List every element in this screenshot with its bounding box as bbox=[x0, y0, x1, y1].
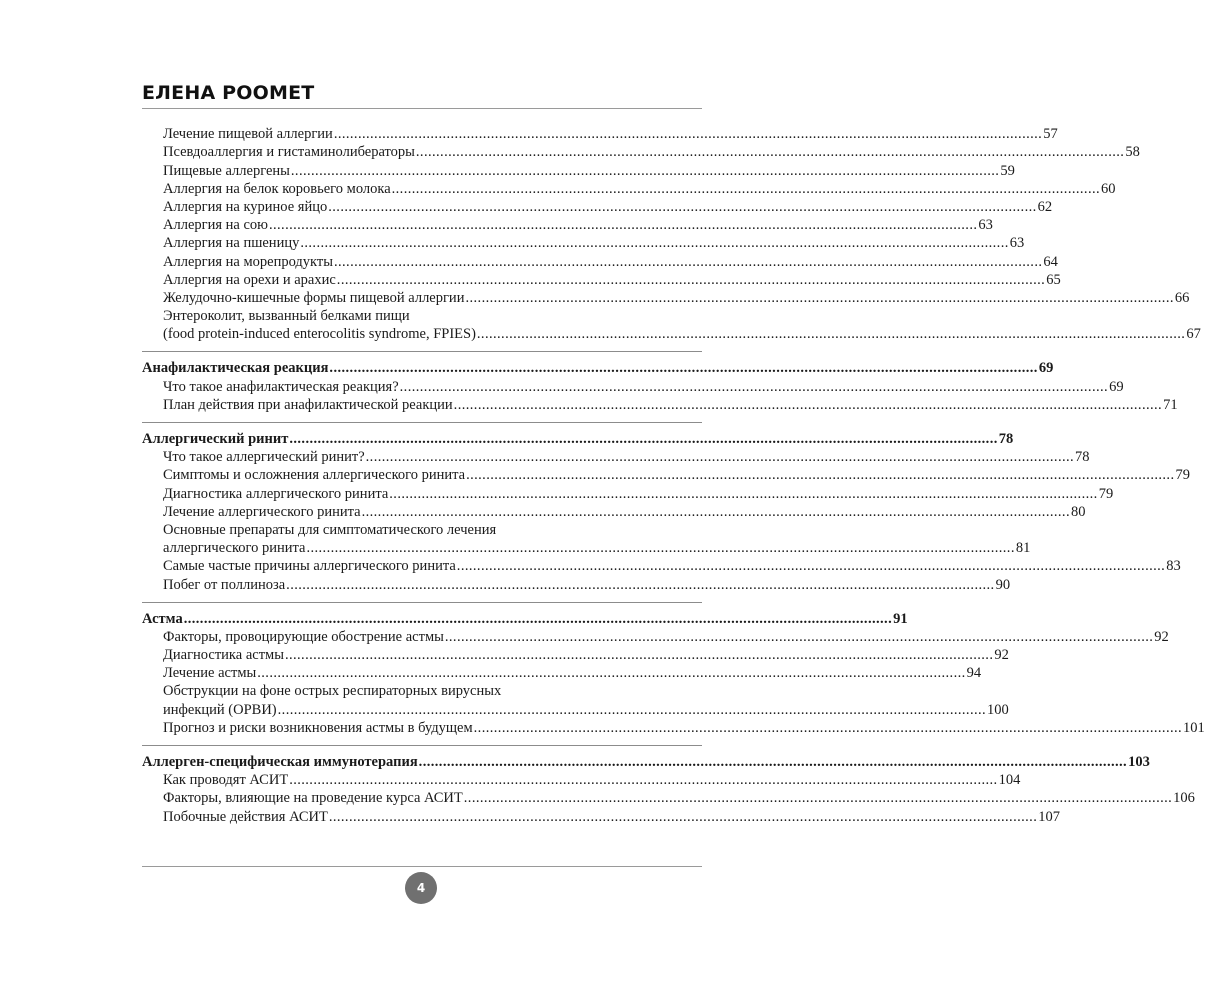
toc-entry-page: 66 bbox=[1174, 289, 1190, 306]
dot-leader bbox=[306, 539, 1014, 557]
toc-section-entry[interactable] bbox=[142, 448, 1090, 466]
toc-section-entry[interactable] bbox=[142, 307, 702, 325]
toc-section-entry[interactable] bbox=[142, 789, 1195, 807]
toc-entry-title: Диагностика астмы bbox=[163, 647, 284, 664]
dot-leader bbox=[366, 448, 1074, 466]
dot-leader bbox=[454, 396, 1162, 414]
dot-leader bbox=[389, 485, 1097, 503]
dot-leader bbox=[477, 325, 1185, 343]
toc-entry-title: Аллергия на белок коровьего молока bbox=[163, 180, 391, 197]
toc-entry-page: 65 bbox=[1046, 271, 1061, 288]
toc-section-entry[interactable] bbox=[142, 216, 993, 234]
toc-entry-page: 63 bbox=[1009, 235, 1025, 252]
toc-section-entry[interactable] bbox=[142, 646, 1009, 664]
toc-entry-title: План действия при анафилактической реакции bbox=[163, 396, 453, 413]
toc-chapter-entry[interactable] bbox=[142, 430, 1014, 448]
toc-section-entry[interactable] bbox=[142, 628, 1169, 646]
toc-section-entry[interactable] bbox=[142, 396, 1178, 414]
dot-leader bbox=[400, 378, 1108, 396]
dot-leader bbox=[334, 253, 1042, 271]
toc-entry-title: Аллергия на пшеницу bbox=[163, 235, 300, 252]
dot-leader bbox=[300, 234, 1008, 252]
toc-entry-title: Как проводят АСИТ bbox=[163, 772, 289, 789]
toc-entry-page: 78 bbox=[998, 431, 1014, 447]
toc-entry-page: 79 bbox=[1175, 467, 1190, 484]
toc-section-entry[interactable] bbox=[142, 664, 982, 682]
dot-leader bbox=[445, 628, 1153, 646]
toc-entry-page: 104 bbox=[998, 772, 1021, 789]
toc-entry-page: 92 bbox=[1154, 628, 1169, 645]
toc-entry-title: Аллерген-специфическая иммунотерапия bbox=[142, 754, 418, 770]
dot-leader bbox=[464, 789, 1172, 807]
toc-entry-title: Анафилактическая реакция bbox=[142, 360, 329, 377]
toc-section-entry[interactable] bbox=[142, 377, 1124, 395]
toc-section-entry[interactable] bbox=[142, 557, 1181, 575]
toc-entry-title: Побег от поллиноза bbox=[163, 576, 286, 593]
toc-entry-page: 78 bbox=[1075, 449, 1090, 466]
dot-leader bbox=[329, 808, 1037, 826]
toc-section-entry[interactable] bbox=[142, 125, 1058, 143]
toc-entry-page: 90 bbox=[995, 576, 1011, 593]
dot-leader bbox=[257, 664, 965, 682]
toc-section-entry[interactable] bbox=[142, 325, 1201, 343]
toc-chapter-entry[interactable] bbox=[142, 610, 908, 628]
toc-section-entry[interactable] bbox=[142, 575, 1011, 593]
dot-leader bbox=[285, 646, 993, 664]
toc-entry-title: (food protein-induced enterocolitis syndrome, FPIES) bbox=[163, 326, 476, 343]
toc-entry-page: 103 bbox=[1128, 754, 1150, 770]
dot-leader bbox=[337, 271, 1045, 289]
running-header-author: ЕЛЕНА РООМЕТ bbox=[142, 82, 315, 104]
toc-section-entry[interactable] bbox=[142, 198, 1053, 216]
toc-entry-page: 69 bbox=[1109, 378, 1124, 395]
toc-entry-title: Лечение аллергического ринита bbox=[163, 503, 361, 520]
dot-leader bbox=[278, 701, 986, 719]
toc-entry-title: Энтероколит, вызванный белками пищи bbox=[163, 308, 410, 325]
toc-entry-page: 83 bbox=[1166, 558, 1181, 575]
section-divider bbox=[142, 737, 702, 746]
toc-entry-title: Побочные действия АСИТ bbox=[163, 808, 328, 825]
toc-entry-page: 64 bbox=[1043, 253, 1058, 270]
dot-leader bbox=[291, 162, 999, 180]
dot-leader bbox=[328, 198, 1036, 216]
toc-entry-title: Что такое анафилактическая реакция? bbox=[163, 378, 399, 395]
toc-section-entry[interactable] bbox=[142, 289, 1190, 307]
dot-leader bbox=[392, 180, 1100, 198]
toc-section-entry[interactable] bbox=[142, 719, 1205, 737]
section-divider bbox=[142, 594, 702, 603]
dot-leader bbox=[286, 576, 994, 594]
toc-entry-title: Диагностика аллергического ринита bbox=[163, 485, 389, 502]
dot-leader bbox=[416, 143, 1124, 161]
toc-entry-title: Факторы, провоцирующие обострение астмы bbox=[163, 628, 444, 645]
toc-entry-page: 60 bbox=[1101, 180, 1116, 197]
dot-leader bbox=[334, 125, 1042, 143]
toc-entry-title: Самые частые причины аллергического ринита bbox=[163, 558, 456, 575]
toc-entry-title: Аллергия на сою bbox=[163, 217, 268, 234]
toc-entry-title: Прогноз и риски возникновения астмы в будущем bbox=[163, 719, 473, 736]
toc-entry-title: Симптомы и осложнения аллергического ринита bbox=[163, 467, 466, 484]
toc-entry-title: Псевдоаллергия и гистаминолибераторы bbox=[163, 144, 415, 161]
toc-entry-page: 62 bbox=[1037, 198, 1053, 215]
toc-entry-title: Лечение пищевой аллергии bbox=[163, 126, 333, 143]
footer-divider bbox=[142, 866, 702, 867]
toc-entry-page: 107 bbox=[1038, 808, 1060, 825]
dot-leader bbox=[457, 557, 1165, 575]
dot-leader bbox=[474, 719, 1182, 737]
toc-section-entry[interactable] bbox=[142, 143, 1140, 161]
header-divider bbox=[142, 108, 702, 109]
toc-section-entry[interactable] bbox=[142, 271, 1061, 289]
toc-entry-page: 63 bbox=[978, 217, 993, 234]
dot-leader bbox=[465, 289, 1173, 307]
toc-entry-title: Факторы, влияющие на проведение курса АСИТ bbox=[163, 790, 463, 807]
dot-leader bbox=[289, 430, 997, 448]
toc-entry-page: 59 bbox=[1000, 162, 1015, 179]
toc-entry-title: Обструкции на фоне острых респираторных вирусных bbox=[163, 683, 502, 700]
dot-leader bbox=[329, 359, 1037, 377]
toc-section-entry[interactable] bbox=[142, 682, 702, 700]
toc-entry-title: Лечение астмы bbox=[163, 665, 257, 682]
toc-section-entry[interactable] bbox=[142, 484, 1114, 502]
toc-section-entry[interactable] bbox=[142, 700, 1009, 718]
toc-entry-title: Что такое аллергический ринит? bbox=[163, 449, 365, 466]
toc-entry-page: 58 bbox=[1125, 144, 1140, 161]
toc-entry-page: 69 bbox=[1038, 360, 1054, 377]
table-of-contents bbox=[142, 125, 1205, 826]
toc-entry-page: 106 bbox=[1173, 790, 1195, 807]
dot-leader bbox=[184, 610, 892, 628]
toc-entry-title: Основные препараты для симптоматического лечения bbox=[163, 521, 497, 538]
toc-entry-title: Аллергия на орехи и арахис bbox=[163, 271, 336, 288]
toc-entry-title: инфекций (ОРВИ) bbox=[163, 701, 277, 718]
toc-entry-title: Желудочно-кишечные формы пищевой аллергии bbox=[163, 289, 465, 306]
dot-leader bbox=[466, 466, 1174, 484]
dot-leader bbox=[269, 216, 977, 234]
toc-entry-page: 67 bbox=[1186, 326, 1201, 343]
toc-entry-title: Аллергия на куриное яйцо bbox=[163, 198, 328, 215]
section-divider bbox=[142, 414, 702, 423]
toc-entry-title: Аллергия на морепродукты bbox=[163, 253, 333, 270]
toc-entry-page: 81 bbox=[1015, 540, 1031, 557]
toc-entry-title: Пищевые аллергены bbox=[163, 162, 290, 179]
toc-section-entry[interactable] bbox=[142, 503, 1086, 521]
toc-entry-page: 79 bbox=[1098, 485, 1114, 502]
toc-entry-page: 80 bbox=[1070, 503, 1086, 520]
dot-leader bbox=[289, 771, 997, 789]
toc-chapter-entry[interactable] bbox=[142, 753, 1150, 771]
toc-entry-title: Аллергический ринит bbox=[142, 431, 289, 447]
page-number-badge: 4 bbox=[405, 872, 437, 904]
toc-entry-page: 101 bbox=[1183, 719, 1205, 736]
section-divider bbox=[142, 343, 702, 352]
toc-entry-title: Астма bbox=[142, 610, 183, 627]
toc-entry-page: 71 bbox=[1163, 396, 1178, 413]
dot-leader bbox=[362, 503, 1070, 521]
toc-section-entry[interactable] bbox=[142, 252, 1058, 270]
toc-entry-page: 94 bbox=[966, 665, 982, 682]
toc-section-entry[interactable] bbox=[142, 539, 1031, 557]
toc-section-entry[interactable] bbox=[142, 161, 1015, 179]
toc-section-entry[interactable] bbox=[142, 771, 1021, 789]
toc-section-entry[interactable] bbox=[142, 521, 702, 539]
toc-section-entry[interactable] bbox=[142, 234, 1025, 252]
toc-entry-page: 57 bbox=[1043, 126, 1058, 143]
toc-entry-page: 92 bbox=[994, 647, 1009, 664]
toc-section-entry[interactable] bbox=[142, 180, 1116, 198]
toc-chapter-entry[interactable] bbox=[142, 359, 1054, 377]
dot-leader bbox=[419, 753, 1127, 771]
toc-entry-page: 91 bbox=[893, 610, 908, 627]
toc-entry-page: 100 bbox=[987, 701, 1009, 718]
toc-section-entry[interactable] bbox=[142, 466, 1190, 484]
toc-section-entry[interactable] bbox=[142, 807, 1060, 825]
toc-entry-title: аллергического ринита bbox=[163, 540, 306, 557]
